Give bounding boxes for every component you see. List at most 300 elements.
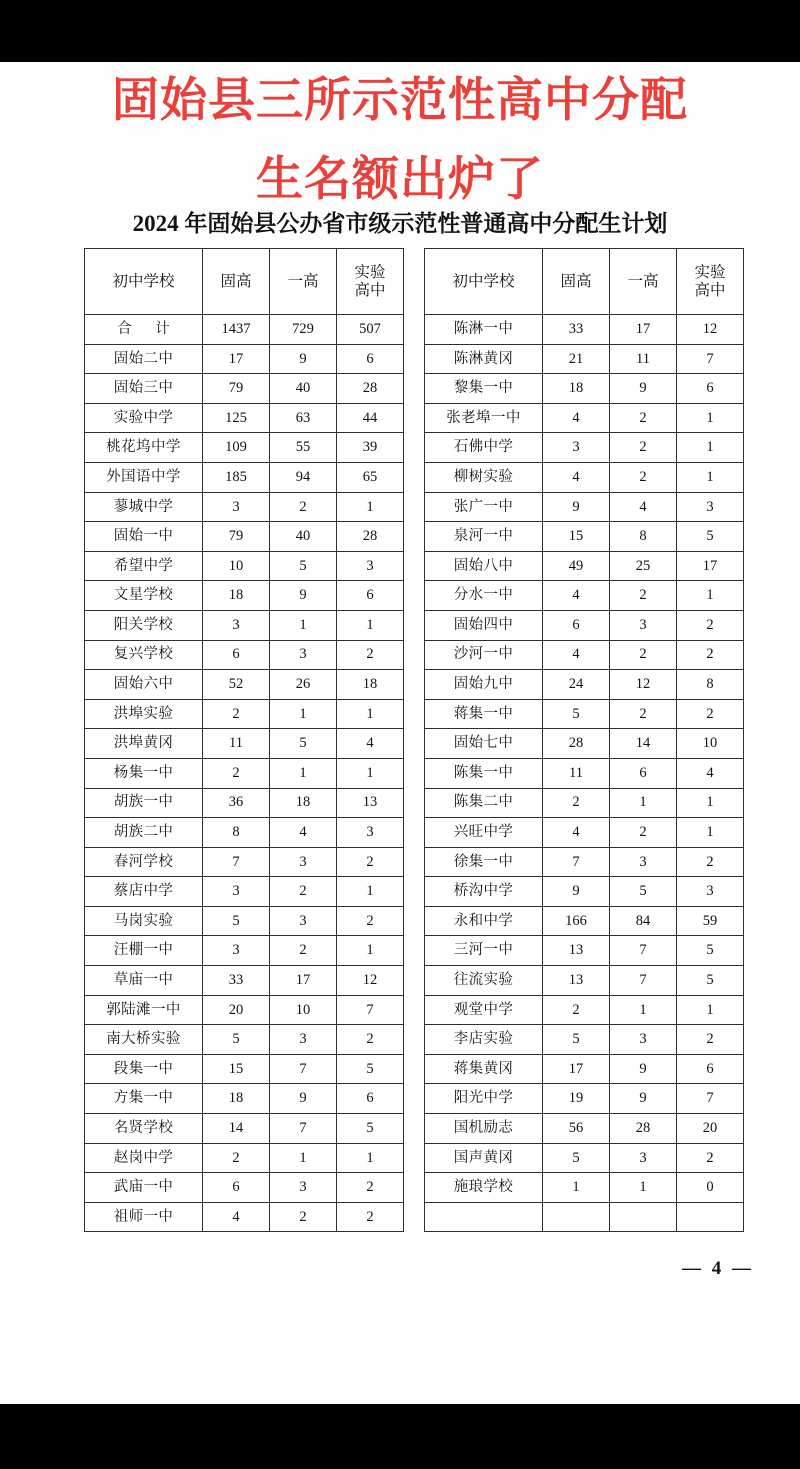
cell-school-name: 阳关学校	[85, 610, 203, 640]
cell-school-name: 武庙一中	[85, 1173, 203, 1203]
cell-gugao: 79	[203, 374, 270, 404]
cell-gugao: 4	[543, 462, 610, 492]
table-row	[425, 847, 744, 877]
cell-gugao: 49	[543, 551, 610, 581]
table-row	[425, 877, 744, 907]
cell-gugao: 2	[203, 1143, 270, 1173]
cell-yigao: 3	[270, 906, 337, 936]
cell-yigao: 5	[270, 551, 337, 581]
cell-gugao: 10	[203, 551, 270, 581]
cell-school-name: 固始九中	[425, 670, 543, 700]
table-row	[85, 729, 404, 759]
table-row	[85, 670, 404, 700]
cell-gugao: 33	[543, 315, 610, 345]
cell-yigao: 2	[610, 403, 677, 433]
cell-gugao: 125	[203, 403, 270, 433]
cell-gugao: 2	[543, 995, 610, 1025]
header-shiyan	[677, 249, 744, 315]
cell-school-name: 石佛中学	[425, 433, 543, 463]
cell-school-name	[425, 1202, 543, 1232]
cell-shiyan-gaozhong: 6	[337, 1084, 404, 1114]
cell-shiyan-gaozhong: 3	[677, 877, 744, 907]
cell-school-name: 固始六中	[85, 670, 203, 700]
cell-yigao: 3	[610, 610, 677, 640]
cell-gugao: 4	[543, 640, 610, 670]
cell-gugao	[543, 1202, 610, 1232]
cell-gugao: 3	[203, 936, 270, 966]
cell-gugao: 3	[203, 610, 270, 640]
cell-gugao: 5	[543, 1143, 610, 1173]
cell-school-name: 泉河一中	[425, 522, 543, 552]
cell-yigao: 1	[270, 758, 337, 788]
cell-school-name: 永和中学	[425, 906, 543, 936]
cell-gugao: 17	[203, 344, 270, 374]
cell-yigao: 9	[610, 374, 677, 404]
cell-shiyan-gaozhong: 2	[677, 610, 744, 640]
header-shiyan-line-2: 高中	[354, 281, 386, 299]
table-row	[85, 1114, 404, 1144]
cell-yigao: 9	[610, 1054, 677, 1084]
table-row	[425, 1054, 744, 1084]
cell-school-name: 兴旺中学	[425, 818, 543, 848]
cell-school-name: 胡族二中	[85, 818, 203, 848]
cell-school-name: 蔡店中学	[85, 877, 203, 907]
cell-gugao: 18	[543, 374, 610, 404]
table-row	[425, 433, 744, 463]
cell-shiyan-gaozhong: 6	[677, 1054, 744, 1084]
cell-yigao: 5	[270, 729, 337, 759]
cell-yigao: 1	[610, 1173, 677, 1203]
table-row	[425, 315, 744, 345]
cell-gugao: 5	[203, 906, 270, 936]
table-row	[425, 995, 744, 1025]
cell-yigao: 1	[610, 995, 677, 1025]
cell-gugao: 3	[203, 877, 270, 907]
cell-yigao: 3	[610, 847, 677, 877]
cell-yigao: 2	[270, 1202, 337, 1232]
cell-school-name: 陈淋一中	[425, 315, 543, 345]
cell-school-name: 黎集一中	[425, 374, 543, 404]
table-row	[85, 403, 404, 433]
cell-gugao: 21	[543, 344, 610, 374]
cell-gugao: 11	[543, 758, 610, 788]
table-row	[85, 847, 404, 877]
cell-shiyan-gaozhong: 1	[677, 581, 744, 611]
cell-yigao: 94	[270, 462, 337, 492]
cell-gugao: 13	[543, 936, 610, 966]
table-row	[85, 936, 404, 966]
cell-yigao: 3	[270, 1025, 337, 1055]
cell-gugao: 3	[203, 492, 270, 522]
table-row	[85, 699, 404, 729]
cell-school-name: 马岗实验	[85, 906, 203, 936]
cell-yigao: 17	[270, 966, 337, 996]
cell-shiyan-gaozhong: 5	[337, 1054, 404, 1084]
header-gugao: 固高	[543, 249, 610, 315]
cell-school-name: 国声黄冈	[425, 1143, 543, 1173]
cell-shiyan-gaozhong: 17	[677, 551, 744, 581]
cell-shiyan-gaozhong: 0	[677, 1173, 744, 1203]
cell-gugao: 4	[543, 581, 610, 611]
cell-yigao: 2	[270, 877, 337, 907]
table-row	[425, 1084, 744, 1114]
cell-yigao: 9	[270, 344, 337, 374]
cell-school-name: 实验中学	[85, 403, 203, 433]
cell-school-name: 春河学校	[85, 847, 203, 877]
header-gugao: 固高	[203, 249, 270, 315]
cell-shiyan-gaozhong: 1	[337, 877, 404, 907]
cell-yigao: 7	[270, 1054, 337, 1084]
cell-gugao: 14	[203, 1114, 270, 1144]
cell-shiyan-gaozhong: 1	[337, 1143, 404, 1173]
cell-gugao: 4	[203, 1202, 270, 1232]
header-school: 初中学校	[85, 249, 203, 315]
cell-gugao: 2	[543, 788, 610, 818]
cell-shiyan-gaozhong: 1	[677, 818, 744, 848]
table-body-right	[425, 315, 744, 1232]
cell-school-name: 李店实验	[425, 1025, 543, 1055]
cell-yigao: 9	[610, 1084, 677, 1114]
cell-yigao: 12	[610, 670, 677, 700]
cell-shiyan-gaozhong: 2	[337, 640, 404, 670]
table-row	[85, 1143, 404, 1173]
cell-school-name: 希望中学	[85, 551, 203, 581]
cell-shiyan-gaozhong: 2	[337, 847, 404, 877]
cell-school-name: 固始八中	[425, 551, 543, 581]
cell-yigao: 5	[610, 877, 677, 907]
cell-yigao: 14	[610, 729, 677, 759]
cell-shiyan-gaozhong	[677, 1202, 744, 1232]
cell-yigao: 7	[610, 936, 677, 966]
cell-shiyan-gaozhong: 3	[677, 492, 744, 522]
cell-shiyan-gaozhong: 1	[677, 995, 744, 1025]
header-shiyan-line-1: 实验	[694, 264, 726, 282]
headline-line-1: 固始县三所示范性高中分配	[112, 73, 688, 128]
cell-school-name: 桥沟中学	[425, 877, 543, 907]
header-yigao: 一高	[270, 249, 337, 315]
table-row	[425, 640, 744, 670]
table-row	[85, 1173, 404, 1203]
cell-gugao: 3	[543, 433, 610, 463]
table-row	[425, 610, 744, 640]
cell-shiyan-gaozhong: 1	[337, 610, 404, 640]
cell-shiyan-gaozhong: 5	[677, 522, 744, 552]
table-row	[85, 462, 404, 492]
table-row	[425, 344, 744, 374]
table-row	[425, 1143, 744, 1173]
table-row	[425, 729, 744, 759]
cell-school-name: 徐集一中	[425, 847, 543, 877]
cell-yigao: 3	[610, 1025, 677, 1055]
cell-gugao: 5	[543, 699, 610, 729]
table-row	[85, 1084, 404, 1114]
cell-gugao: 20	[203, 995, 270, 1025]
cell-yigao: 63	[270, 403, 337, 433]
cell-shiyan-gaozhong: 7	[337, 995, 404, 1025]
cell-school-name: 沙河一中	[425, 640, 543, 670]
cell-gugao: 15	[543, 522, 610, 552]
cell-gugao: 7	[543, 847, 610, 877]
cell-shiyan-gaozhong: 5	[677, 936, 744, 966]
cell-yigao: 4	[270, 818, 337, 848]
cell-yigao: 6	[610, 758, 677, 788]
table-row	[425, 1202, 744, 1232]
cell-yigao: 2	[270, 936, 337, 966]
table-header-row	[425, 249, 744, 315]
cell-shiyan-gaozhong: 4	[337, 729, 404, 759]
table-row	[85, 966, 404, 996]
cell-yigao: 1	[610, 788, 677, 818]
cell-shiyan-gaozhong: 12	[337, 966, 404, 996]
table-row	[425, 758, 744, 788]
document-title: 2024 年固始县公办省市级示范性普通高中分配生计划	[132, 211, 668, 236]
table-row	[425, 1114, 744, 1144]
table-row	[425, 818, 744, 848]
cell-school-name: 陈集二中	[425, 788, 543, 818]
cell-yigao: 3	[610, 1143, 677, 1173]
cell-shiyan-gaozhong: 5	[677, 966, 744, 996]
table-row	[85, 551, 404, 581]
cell-shiyan-gaozhong: 13	[337, 788, 404, 818]
cell-school-name: 蓼城中学	[85, 492, 203, 522]
cell-school-name: 合 计	[85, 315, 203, 345]
table-row	[425, 699, 744, 729]
table-row	[85, 344, 404, 374]
header-shiyan-line-1: 实验	[354, 264, 386, 282]
table-row	[85, 581, 404, 611]
cell-yigao: 10	[270, 995, 337, 1025]
cell-school-name: 蒋集黄冈	[425, 1054, 543, 1084]
cell-yigao: 1	[270, 699, 337, 729]
cell-yigao: 17	[610, 315, 677, 345]
cell-school-name: 国机励志	[425, 1114, 543, 1144]
cell-shiyan-gaozhong: 20	[677, 1114, 744, 1144]
cell-gugao: 19	[543, 1084, 610, 1114]
table-row	[85, 906, 404, 936]
cell-shiyan-gaozhong: 6	[337, 581, 404, 611]
cell-shiyan-gaozhong: 2	[677, 640, 744, 670]
cell-school-name: 柳树实验	[425, 462, 543, 492]
cell-school-name: 洪埠实验	[85, 699, 203, 729]
cell-shiyan-gaozhong: 5	[337, 1114, 404, 1144]
table-head-left	[85, 249, 404, 315]
cell-yigao: 1	[270, 1143, 337, 1173]
cell-school-name: 草庙一中	[85, 966, 203, 996]
cell-shiyan-gaozhong: 1	[677, 788, 744, 818]
cell-gugao: 7	[203, 847, 270, 877]
cell-shiyan-gaozhong: 7	[677, 344, 744, 374]
cell-yigao: 2	[610, 818, 677, 848]
cell-yigao: 7	[610, 966, 677, 996]
cell-shiyan-gaozhong: 2	[677, 847, 744, 877]
table-row	[85, 374, 404, 404]
cell-gugao: 6	[543, 610, 610, 640]
table-head-right	[425, 249, 744, 315]
cell-yigao: 25	[610, 551, 677, 581]
table-row	[85, 492, 404, 522]
cell-shiyan-gaozhong: 65	[337, 462, 404, 492]
table-row	[85, 1025, 404, 1055]
cell-gugao: 15	[203, 1054, 270, 1084]
bottom-letterbox-band	[0, 1404, 800, 1469]
cell-shiyan-gaozhong: 1	[337, 492, 404, 522]
header-shiyan	[337, 249, 404, 315]
cell-yigao: 18	[270, 788, 337, 818]
header-school: 初中学校	[425, 249, 543, 315]
cell-yigao: 8	[610, 522, 677, 552]
cell-gugao: 1	[543, 1173, 610, 1203]
cell-gugao: 9	[543, 877, 610, 907]
cell-shiyan-gaozhong: 2	[677, 699, 744, 729]
cell-school-name: 固始二中	[85, 344, 203, 374]
table-row	[85, 610, 404, 640]
cell-gugao: 185	[203, 462, 270, 492]
cell-shiyan-gaozhong: 3	[337, 818, 404, 848]
cell-school-name: 张广一中	[425, 492, 543, 522]
table-row	[85, 433, 404, 463]
table-row	[425, 906, 744, 936]
cell-yigao: 2	[610, 640, 677, 670]
cell-shiyan-gaozhong: 2	[337, 1025, 404, 1055]
cell-school-name: 固始一中	[85, 522, 203, 552]
table-row	[85, 522, 404, 552]
cell-school-name: 段集一中	[85, 1054, 203, 1084]
cell-school-name: 观堂中学	[425, 995, 543, 1025]
cell-school-name: 方集一中	[85, 1084, 203, 1114]
cell-gugao: 6	[203, 640, 270, 670]
cell-gugao: 9	[543, 492, 610, 522]
cell-school-name: 郭陆滩一中	[85, 995, 203, 1025]
cell-shiyan-gaozhong: 1	[677, 433, 744, 463]
cell-yigao: 40	[270, 374, 337, 404]
table-row	[85, 1202, 404, 1232]
cell-school-name: 固始四中	[425, 610, 543, 640]
cell-school-name: 南大桥实验	[85, 1025, 203, 1055]
cell-gugao: 166	[543, 906, 610, 936]
cell-gugao: 79	[203, 522, 270, 552]
cell-shiyan-gaozhong: 6	[677, 374, 744, 404]
cell-shiyan-gaozhong: 3	[337, 551, 404, 581]
cell-yigao: 28	[610, 1114, 677, 1144]
cell-shiyan-gaozhong: 2	[677, 1025, 744, 1055]
table-row	[85, 640, 404, 670]
table-row	[425, 551, 744, 581]
cell-shiyan-gaozhong: 1	[677, 403, 744, 433]
table-row	[85, 818, 404, 848]
cell-gugao: 24	[543, 670, 610, 700]
cell-shiyan-gaozhong: 2	[337, 906, 404, 936]
cell-school-name: 蒋集一中	[425, 699, 543, 729]
cell-yigao: 729	[270, 315, 337, 345]
allocation-table-right	[424, 248, 744, 1232]
table-row	[425, 966, 744, 996]
cell-school-name: 杨集一中	[85, 758, 203, 788]
cell-school-name: 陈淋黄冈	[425, 344, 543, 374]
cell-school-name: 阳光中学	[425, 1084, 543, 1114]
cell-shiyan-gaozhong: 1	[337, 699, 404, 729]
document-page	[0, 62, 800, 1404]
table-row	[85, 877, 404, 907]
page-number: — 4 —	[682, 1258, 754, 1279]
cell-school-name: 名贤学校	[85, 1114, 203, 1144]
cell-shiyan-gaozhong: 28	[337, 522, 404, 552]
cell-gugao: 5	[203, 1025, 270, 1055]
cell-shiyan-gaozhong: 1	[677, 462, 744, 492]
cell-shiyan-gaozhong: 44	[337, 403, 404, 433]
table-row	[85, 315, 404, 345]
cell-yigao: 40	[270, 522, 337, 552]
table-row	[425, 788, 744, 818]
table-row	[425, 1025, 744, 1055]
cell-shiyan-gaozhong: 1	[337, 936, 404, 966]
tables-container	[84, 248, 744, 1232]
cell-yigao: 1	[270, 610, 337, 640]
cell-yigao: 26	[270, 670, 337, 700]
allocation-table-left	[84, 248, 404, 1232]
table-header-row	[85, 249, 404, 315]
cell-gugao: 36	[203, 788, 270, 818]
cell-yigao: 2	[610, 581, 677, 611]
cell-yigao: 4	[610, 492, 677, 522]
table-row	[425, 492, 744, 522]
cell-school-name: 祖师一中	[85, 1202, 203, 1232]
table-row	[425, 1173, 744, 1203]
cell-gugao: 13	[543, 966, 610, 996]
cell-school-name: 三河一中	[425, 936, 543, 966]
table-row	[425, 403, 744, 433]
table-row	[425, 670, 744, 700]
table-row	[85, 758, 404, 788]
cell-school-name: 固始七中	[425, 729, 543, 759]
table-row	[425, 522, 744, 552]
cell-yigao	[610, 1202, 677, 1232]
cell-shiyan-gaozhong: 507	[337, 315, 404, 345]
header-yigao: 一高	[610, 249, 677, 315]
cell-gugao: 4	[543, 403, 610, 433]
cell-yigao: 2	[610, 433, 677, 463]
cell-shiyan-gaozhong: 28	[337, 374, 404, 404]
cell-gugao: 11	[203, 729, 270, 759]
cell-yigao: 3	[270, 640, 337, 670]
table-row	[85, 1054, 404, 1084]
cell-yigao: 3	[270, 847, 337, 877]
cell-shiyan-gaozhong: 2	[337, 1173, 404, 1203]
cell-gugao: 4	[543, 818, 610, 848]
cell-school-name: 复兴学校	[85, 640, 203, 670]
cell-shiyan-gaozhong: 7	[677, 1084, 744, 1114]
cell-shiyan-gaozhong: 18	[337, 670, 404, 700]
cell-gugao: 18	[203, 581, 270, 611]
cell-shiyan-gaozhong: 39	[337, 433, 404, 463]
cell-school-name: 往流实验	[425, 966, 543, 996]
cell-gugao: 1437	[203, 315, 270, 345]
cell-gugao: 17	[543, 1054, 610, 1084]
cell-shiyan-gaozhong: 59	[677, 906, 744, 936]
table-body-left	[85, 315, 404, 1232]
cell-shiyan-gaozhong: 6	[337, 344, 404, 374]
cell-school-name: 文星学校	[85, 581, 203, 611]
cell-gugao: 8	[203, 818, 270, 848]
cell-school-name: 外国语中学	[85, 462, 203, 492]
table-row	[425, 581, 744, 611]
cell-shiyan-gaozhong: 8	[677, 670, 744, 700]
cell-yigao: 55	[270, 433, 337, 463]
cell-gugao: 109	[203, 433, 270, 463]
cell-school-name: 桃花坞中学	[85, 433, 203, 463]
cell-gugao: 28	[543, 729, 610, 759]
table-row	[425, 936, 744, 966]
top-letterbox-band	[0, 0, 800, 62]
